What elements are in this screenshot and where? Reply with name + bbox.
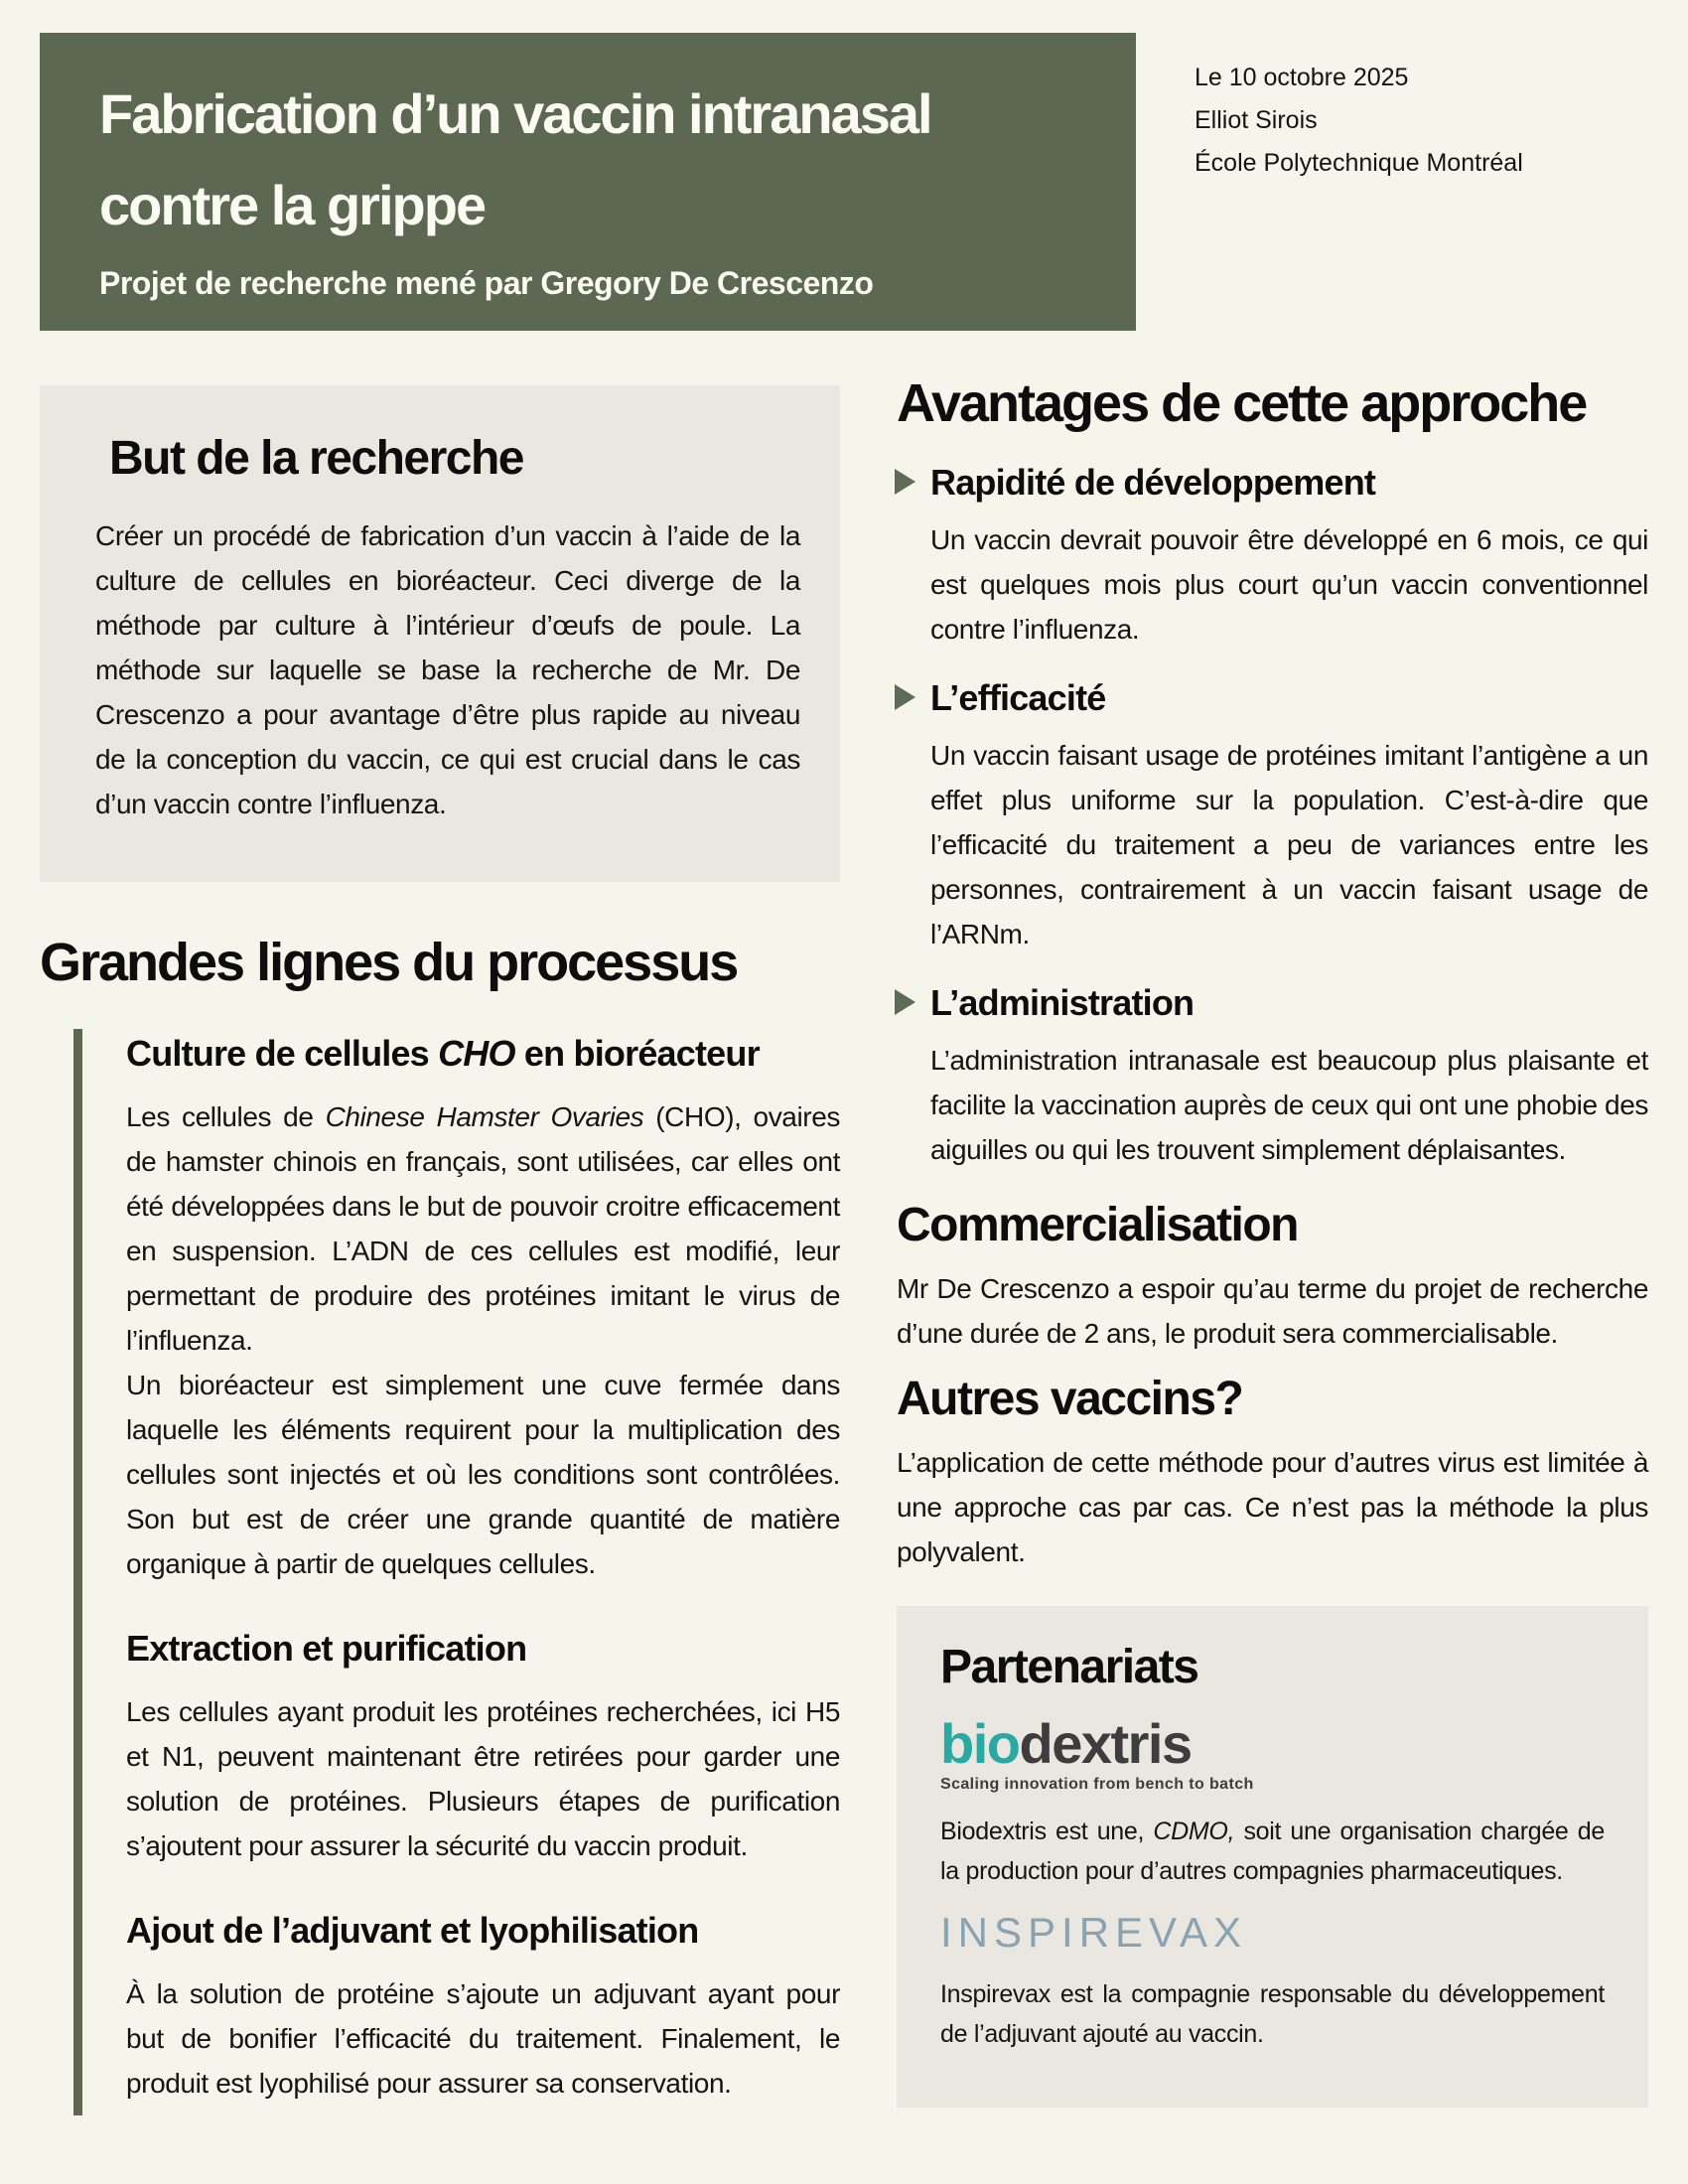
step-title-text: Culture de cellules [126,1033,439,1074]
left-column [40,385,840,2115]
header-meta [1195,57,1651,185]
biodextris-description [940,1812,1605,1891]
advantage-item [897,462,1648,652]
paragraph-text: (CHO), ovaires de hamster chinois en français, sont utilisées, car elles ont été développées dans le but de pouvoir croitre efficacement en suspension. L’ADN de ces cellules est modifié, leur permettant de produire des protéines imitant le virus de l’influenza. [126,1101,840,1356]
advantage-title: Rapidité de développement [930,462,1376,503]
step-title-culture [126,1033,840,1075]
triangle-bullet-icon [895,684,915,710]
paragraph-text: Les cellules de [126,1101,326,1132]
meta-institution: École Polytechnique Montréal [1195,149,1523,177]
step-paragraph [126,1094,840,1363]
step-title-italic: CHO [438,1033,515,1074]
step-title-adjuvant: Ajout de l’adjuvant et lyophilisation [126,1910,699,1951]
advantage-title: L’administration [930,982,1195,1023]
commercialisation-body: Mr De Crescenzo a espoir qu’au terme du projet de recherche d’une durée de 2 ans, le produit sera commercialisable. [897,1273,1648,1349]
advantage-body: Un vaccin faisant usage de protéines imitant l’antigène a un effet plus uniforme sur la population. C’est-à-dire que l’efficacité du traitement a peu de variances entre les personnes, contrairement à un vaccin faisant usage de l’ARNm. [930,740,1648,949]
step-paragraph: Un bioréacteur est simplement une cuve fermée dans laquelle les éléments requirent pour la multiplication des cellules sont injectés et où les conditions sont contrôlées. Son but est de créer une grande quantité de matière organique à partir de quelques cellules. [126,1370,840,1579]
triangle-bullet-icon [895,989,915,1015]
advantage-title: L’efficacité [930,677,1106,718]
triangle-bullet-icon [895,469,915,495]
partnerships-title: Partenariats [940,1641,1198,1693]
poster-title [99,69,1086,251]
goal-box [40,385,840,882]
step-title-text: en bioréacteur [514,1033,760,1074]
inspirevax-description: Inspirevax est la compagnie responsable du développement de l’adjuvant ajouté au vaccin. [940,1980,1605,2048]
header-banner [40,33,1136,331]
advantage-item [897,677,1648,956]
autres-vaccins-body: L’application de cette méthode pour d’autres virus est limitée à une approche cas par cas. Ce n’est pas la méthode la plus polyvalent. [897,1447,1648,1567]
commercialisation-title: Commercialisation [897,1199,1298,1251]
meta-author: Elliot Sirois [1195,106,1318,134]
biodextris-logo [940,1712,1605,1794]
process-block [73,1029,840,2115]
partnerships-box [897,1606,1648,2108]
goal-box-body: Créer un procédé de fabrication d’un vaccin à l’aide de la culture de cellules en bioréacteur. Ceci diverge de la méthode par culture à l’intérieur d’œufs de poule. La méthode sur laquelle se base la recherche de Mr. De Crescenzo a pour avantage d’être plus rapide au niveau de la conception du vaccin, ce qui est crucial dans le cas d’un vaccin contre l’influenza. [95,520,800,819]
goal-box-title: But de la recherche [109,432,523,485]
advantage-body: L’administration intranasale est beaucoup plus plaisante et facilite la vaccination auprès de ceux qui ont une phobie des aiguilles ou qui les trouvent simplement déplaisantes. [930,1045,1648,1165]
inspirevax-logo: INSPIREVAX [940,1909,1247,1956]
step-title-extraction: Extraction et purification [126,1628,527,1669]
step-paragraph: À la solution de protéine s’ajoute un adjuvant ayant pour but de bonifier l’efficacité du traitement. Finalement, le produit est lyophilisé pour assurer sa conservation. [126,1978,840,2099]
process-section-title: Grandes lignes du processus [40,933,738,992]
advantage-item [897,982,1648,1172]
advantages-title: Avantages de cette approche [897,373,1587,433]
paragraph-text: Biodextris est une, [940,1818,1154,1845]
biodextris-bio-text: bio [940,1712,1020,1775]
meta-date: Le 10 octobre 2025 [1195,64,1409,91]
paragraph-italic: Chinese Hamster Ovaries [325,1101,644,1132]
biodextris-tagline: Scaling innovation from bench to batch [940,1776,1254,1793]
autres-vaccins-title: Autres vaccins? [897,1373,1243,1425]
right-column [897,372,1648,2108]
step-paragraph: Les cellules ayant produit les protéines recherchées, ici H5 et N1, peuvent maintenant être retirées pour garder une solution de protéines. Plusieurs étapes de purification s’ajoutent pour assurer la sécurité du vaccin produit. [126,1696,840,1861]
biodextris-wordmark [940,1712,1605,1775]
poster-title-line2: contre la grippe [99,174,486,236]
biodextris-dextris-text: dextris [1019,1712,1192,1775]
paragraph-text: soit une organisation chargée de la production pour d’autres compagnies pharmaceutiques. [940,1818,1605,1885]
poster-subtitle: Projet de recherche mené par Gregory De Crescenzo [99,265,874,301]
paragraph-italic: CDMO, [1153,1818,1235,1845]
poster-title-line1: Fabrication d’un vaccin intranasal [99,82,931,145]
advantage-body: Un vaccin devrait pouvoir être développé en 6 mois, ce qui est quelques mois plus court qu’un vaccin conventionnel contre l’influenza. [930,524,1648,645]
